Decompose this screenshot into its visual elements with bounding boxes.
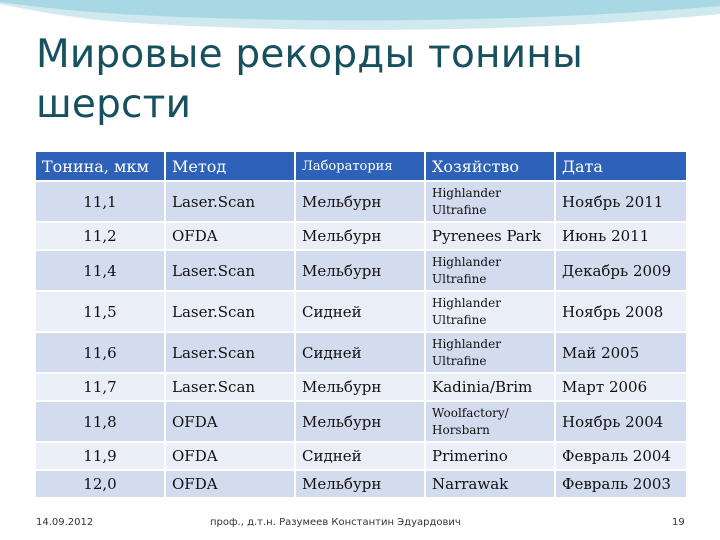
cell-laboratory: Сидней bbox=[296, 331, 426, 372]
cell-method: Laser.Scan bbox=[166, 249, 296, 290]
cell-fineness: 11,4 bbox=[36, 249, 166, 290]
table-row bbox=[36, 221, 686, 249]
cell-farm: Kadinia/Brim bbox=[426, 372, 556, 400]
cell-farm: Highlander Ultrafine bbox=[426, 249, 556, 290]
cell-date: Март 2006 bbox=[556, 372, 686, 400]
cell-date: Февраль 2004 bbox=[556, 441, 686, 469]
table-row bbox=[36, 441, 686, 469]
cell-method: Laser.Scan bbox=[166, 180, 296, 221]
table-header-row bbox=[36, 152, 686, 180]
cell-method: Laser.Scan bbox=[166, 372, 296, 400]
cell-farm: Pyrenees Park bbox=[426, 221, 556, 249]
table-row bbox=[36, 249, 686, 290]
footer-date: 14.09.2012 bbox=[36, 517, 94, 528]
cell-farm: Woolfactory/ Horsbarn bbox=[426, 400, 556, 441]
table-row bbox=[36, 400, 686, 441]
cell-farm: Narrawak bbox=[426, 469, 556, 497]
cell-method: OFDA bbox=[166, 441, 296, 469]
cell-method: OFDA bbox=[166, 469, 296, 497]
cell-date: Ноябрь 2008 bbox=[556, 290, 686, 331]
cell-date: Ноябрь 2011 bbox=[556, 180, 686, 221]
cell-date: Ноябрь 2004 bbox=[556, 400, 686, 441]
cell-farm: Highlander Ultrafine bbox=[426, 290, 556, 331]
table-row bbox=[36, 469, 686, 497]
cell-date: Май 2005 bbox=[556, 331, 686, 372]
cell-laboratory: Мельбурн bbox=[296, 249, 426, 290]
cell-date: Февраль 2003 bbox=[556, 469, 686, 497]
header-fineness: Тонина, мкм bbox=[36, 152, 166, 180]
header-farm: Хозяйство bbox=[426, 152, 556, 180]
footer-author: проф., д.т.н. Разумеев Константин Эдуардович bbox=[210, 517, 461, 528]
header-laboratory: Лаборатория bbox=[296, 152, 426, 180]
cell-fineness: 11,1 bbox=[36, 180, 166, 221]
cell-laboratory: Мельбурн bbox=[296, 400, 426, 441]
cell-laboratory: Сидней bbox=[296, 441, 426, 469]
cell-laboratory: Сидней bbox=[296, 290, 426, 331]
records-table bbox=[36, 152, 686, 497]
cell-fineness: 11,8 bbox=[36, 400, 166, 441]
cell-fineness: 11,2 bbox=[36, 221, 166, 249]
page-number: 19 bbox=[672, 517, 685, 528]
table-row bbox=[36, 180, 686, 221]
cell-method: Laser.Scan bbox=[166, 290, 296, 331]
cell-method: Laser.Scan bbox=[166, 331, 296, 372]
cell-farm: Highlander Ultrafine bbox=[426, 331, 556, 372]
cell-farm: Primerino bbox=[426, 441, 556, 469]
cell-laboratory: Мельбурн bbox=[296, 180, 426, 221]
cell-laboratory: Мельбурн bbox=[296, 221, 426, 249]
table-row bbox=[36, 372, 686, 400]
slide-title: Мировые рекорды тонины шерсти bbox=[36, 32, 583, 127]
table-row bbox=[36, 331, 686, 372]
header-date: Дата bbox=[556, 152, 686, 180]
cell-method: OFDA bbox=[166, 221, 296, 249]
cell-fineness: 11,6 bbox=[36, 331, 166, 372]
cell-fineness: 11,9 bbox=[36, 441, 166, 469]
cell-date: Декабрь 2009 bbox=[556, 249, 686, 290]
cell-method: OFDA bbox=[166, 400, 296, 441]
cell-laboratory: Мельбурн bbox=[296, 469, 426, 497]
cell-fineness: 12,0 bbox=[36, 469, 166, 497]
cell-farm: Highlander Ultrafine bbox=[426, 180, 556, 221]
cell-fineness: 11,5 bbox=[36, 290, 166, 331]
table-row bbox=[36, 290, 686, 331]
header-method: Метод bbox=[166, 152, 296, 180]
cell-laboratory: Мельбурн bbox=[296, 372, 426, 400]
cell-date: Июнь 2011 bbox=[556, 221, 686, 249]
cell-fineness: 11,7 bbox=[36, 372, 166, 400]
